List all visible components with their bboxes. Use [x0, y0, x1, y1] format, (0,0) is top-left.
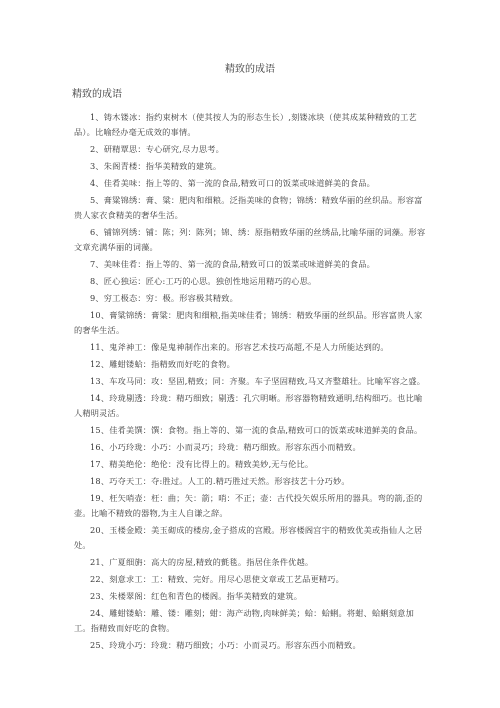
idiom-entry: 6、铺锦列绣：铺：陈；列：陈列；锦、绣：原指精致华丽的丝绣品,比喻华丽的词藻。形容文章充满华丽的词藻。 [74, 227, 426, 252]
idiom-entry: 7、美味佳肴：指上等的、第一流的食品,精致可口的饭菜或味道鲜美的食品。 [90, 259, 376, 269]
idiom-entry: 5、膏粱锦绣：膏、粱：肥肉和细粮。泛指美味的食物；锦绣：精致华丽的丝织品。形容富贵人家衣食精美的奢华生活。 [74, 195, 423, 220]
idiom-entry: 14、玲珑剔透：玲珑：精巧细致；剔透：孔穴明晰。形容器物精致通明,结构细巧。也比喻人精明灵活。 [74, 393, 423, 418]
idiom-entry: 12、雕蚶镂蛤：指精致而好吃的食物。 [90, 359, 236, 369]
idiom-entry: 16、小巧玲珑：小巧：小而灵巧；玲珑：精巧细致。形容东西小而精致。 [90, 442, 361, 452]
idiom-entry: 22、刻意求工：工：精致、完好。用尽心思使文章或工艺品更精巧。 [90, 574, 345, 584]
document-subtitle: 精致的成语 [72, 89, 122, 100]
idiom-entry: 2、研精覃思：专心研究,尽力思考。 [90, 144, 225, 154]
idiom-entry: 1、铸木镂冰：指约束树木（使其按人为的形态生长）,刻镂冰块（使其成某种精致的工艺品）。比喻经办毫无成效的事情。 [74, 112, 417, 137]
idiom-entry: 11、鬼斧神工：像是鬼神制作出来的。形容艺术技巧高超,不是人力所能达到的。 [90, 342, 389, 352]
idiom-entry: 10、膏粱锦绣：膏粱：肥肉和细粮,指美味佳肴；锦绣：精致华丽的丝织品。形容富贵人家的奢华生活。 [74, 310, 423, 335]
idiom-entry: 19、枉矢哨壶：枉：曲；矢：箭；哨：不正；壶：古代投矢娱乐所用的器具。弯的箭,歪的壶。比喻不精致的器物,为主人自谦之辞。 [74, 493, 423, 518]
idiom-entry: 8、匠心独运：匠心:工巧的心思。独创性地运用精巧的心思。 [90, 276, 317, 286]
idiom-entry: 4、佳肴美味：指上等的、第一流的食品,精致可口的饭菜或味道鲜美的食品。 [90, 178, 376, 188]
idiom-entry: 21、广夏细旃：高大的房屋,精致的氈毯。指居住条件优越。 [90, 557, 314, 567]
idiom-entry: 17、精美绝伦：绝伦：没有比得上的。精致美妙,无与伦比。 [90, 459, 314, 469]
idiom-entry: 25、玲珑小巧：玲珑：精巧细致；小巧：小而灵巧。形容东西小而精致。 [90, 640, 361, 650]
idiom-entry: 23、朱楼翠阁：红色和青色的楼阁。指华美精致的建筑。 [90, 591, 303, 601]
idiom-entry: 24、雕蚶镂蛤：雕、镂：雕刻；蚶：海产动物,肉味鲜美；蛤：蛤蜊。将蚶、蛤蜊刻意加工。指精致而好吃的食物。 [74, 608, 414, 633]
idiom-entry: 15、佳肴美馔：馔：食物。指上等的、第一流的食品,精致可口的饭菜或味道鲜美的食品。 [90, 425, 423, 435]
idiom-entry: 13、车攻马同：攻：坚固,精致；同：齐聚。车子坚固精致,马又齐整雄壮。比喻军容之盛。 [90, 376, 426, 386]
idiom-entry: 18、巧夺天工：夺:胜过。人工的.精巧胜过天然。形容技艺十分巧妙。 [90, 476, 350, 486]
document-title: 精致的成语 [225, 64, 275, 75]
idiom-list [74, 110, 430, 655]
idiom-entry: 20、玉楼金殿：美玉砌成的楼房,金子搭成的宫殿。形容楼阁宫宇的精致优美或指仙人之居处。 [74, 525, 423, 550]
idiom-entry: 9、穷工极态：穷：极。形容极其精致。 [90, 293, 238, 303]
idiom-entry: 3、朱阁青楼：指华美精致的建筑。 [90, 161, 222, 171]
